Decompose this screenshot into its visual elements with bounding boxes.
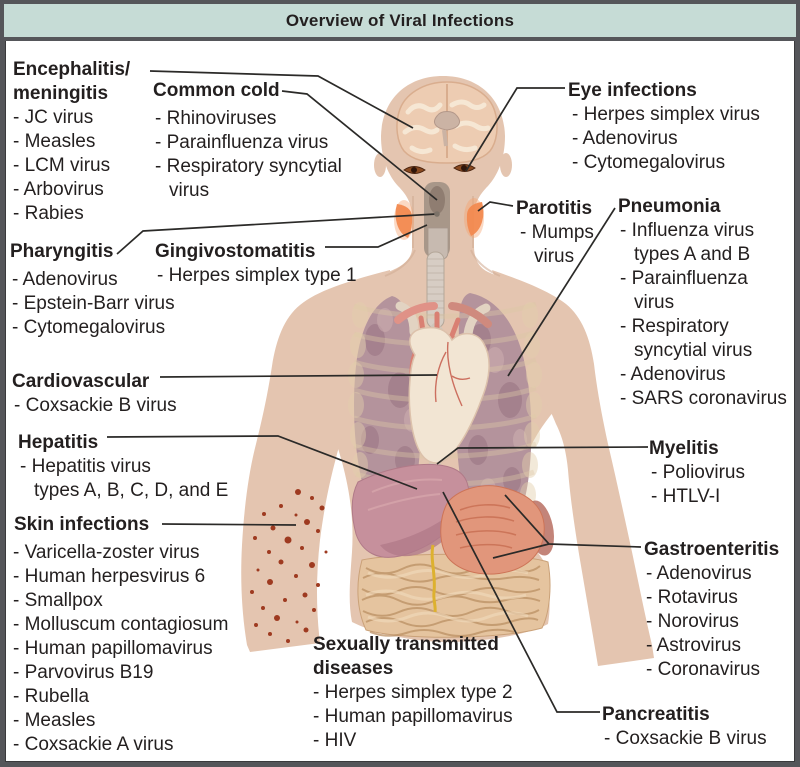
virus-item: - Mumps xyxy=(520,222,594,243)
diagram-title: Overview of Viral Infections xyxy=(4,4,796,41)
virus-item: virus xyxy=(169,180,210,201)
virus-item: - Herpes simplex type 1 xyxy=(157,265,357,286)
virus-item: - Adenovirus xyxy=(572,128,678,149)
section-heading-line: diseases xyxy=(313,658,394,679)
virus-item: - Cytomegalovirus xyxy=(572,152,726,173)
virus-item: - Varicella-zoster virus xyxy=(13,542,200,563)
leader-encephalitis xyxy=(150,71,413,128)
virus-item: syncytial virus xyxy=(634,340,753,361)
virus-item: virus xyxy=(534,246,575,267)
virus-item: - Adenovirus xyxy=(12,269,118,290)
right-ear xyxy=(500,153,512,177)
section-heading-line: Skin infections xyxy=(14,514,150,535)
virus-item: - Parainfluenza virus xyxy=(155,132,329,153)
virus-item: - Herpes simplex virus xyxy=(572,104,760,125)
section-heading-line: Sexually transmitted xyxy=(313,634,499,655)
virus-item: - HTLV-I xyxy=(651,486,721,507)
stomach xyxy=(441,486,545,574)
virus-item: - Rhinoviruses xyxy=(155,108,277,129)
virus-item: - Norovirus xyxy=(646,611,739,632)
virus-item: - Rubella xyxy=(13,686,90,707)
section-heading-line: Encephalitis/ xyxy=(13,59,131,80)
virus-item: - HIV xyxy=(313,730,357,751)
virus-item: - Coronavirus xyxy=(646,659,761,680)
virus-item: types A and B xyxy=(634,244,751,265)
virus-item: - Coxsackie B virus xyxy=(14,395,177,416)
section-heading-line: meningitis xyxy=(13,83,109,104)
virus-item: - Rotavirus xyxy=(646,587,738,608)
brain-section xyxy=(397,82,497,163)
section-heading-line: Pharyngitis xyxy=(10,241,114,262)
virus-item: - Poliovirus xyxy=(651,462,745,483)
virus-item: - LCM virus xyxy=(13,155,111,176)
section-heading-line: Cardiovascular xyxy=(12,371,150,392)
section-heading-line: Pneumonia xyxy=(618,196,721,217)
pharynx-target-dot xyxy=(434,211,440,217)
virus-item: - Astrovirus xyxy=(646,635,742,656)
virus-item: - Adenovirus xyxy=(620,364,726,385)
section-heading-line: Common cold xyxy=(153,80,280,101)
virus-item: - Measles xyxy=(13,131,96,152)
virus-item: - Arbovirus xyxy=(13,179,104,200)
virus-item: - Human herpesvirus 6 xyxy=(13,566,206,587)
leader-pharyngitis xyxy=(117,214,436,254)
virus-item: - SARS coronavirus xyxy=(620,388,787,409)
virus-item: - Human papillomavirus xyxy=(313,706,513,727)
section-heading-line: Gastroenteritis xyxy=(644,539,780,560)
virus-item: - Rabies xyxy=(13,203,84,224)
virus-item: - Hepatitis virus xyxy=(20,456,151,477)
section-heading-line: Hepatitis xyxy=(18,432,99,453)
section-heading-line: Parotitis xyxy=(516,198,593,219)
virus-item: - Cytomegalovirus xyxy=(12,317,166,338)
virus-item: - Respiratory syncytial xyxy=(155,156,342,177)
virus-item: - JC virus xyxy=(13,107,94,128)
virus-item: - Influenza virus xyxy=(620,220,755,241)
section-heading-line: Myelitis xyxy=(649,438,719,459)
virus-item: - Coxsackie A virus xyxy=(13,734,174,755)
virus-item: virus xyxy=(634,292,675,313)
virus-item: - Herpes simplex type 2 xyxy=(313,682,513,703)
leader-skin-infections xyxy=(162,524,296,525)
virus-item: - Parvovirus B19 xyxy=(13,662,154,683)
virus-item: - Parainfluenza xyxy=(620,268,748,289)
virus-item: - Measles xyxy=(13,710,96,731)
section-heading-line: Eye infections xyxy=(568,80,697,101)
virus-item: - Adenovirus xyxy=(646,563,752,584)
virus-item: - Molluscum contagiosum xyxy=(13,614,229,635)
virus-item: types A, B, C, D, and E xyxy=(34,480,229,501)
section-heading-line: Pancreatitis xyxy=(602,704,710,725)
virus-item: - Respiratory xyxy=(620,316,729,337)
section-heading-line: Gingivostomatitis xyxy=(155,241,316,262)
virus-item: - Human papillomavirus xyxy=(13,638,213,659)
virus-item: - Smallpox xyxy=(13,590,103,611)
virus-item: - Epstein-Barr virus xyxy=(12,293,175,314)
virus-item: - Coxsackie B virus xyxy=(604,728,767,749)
